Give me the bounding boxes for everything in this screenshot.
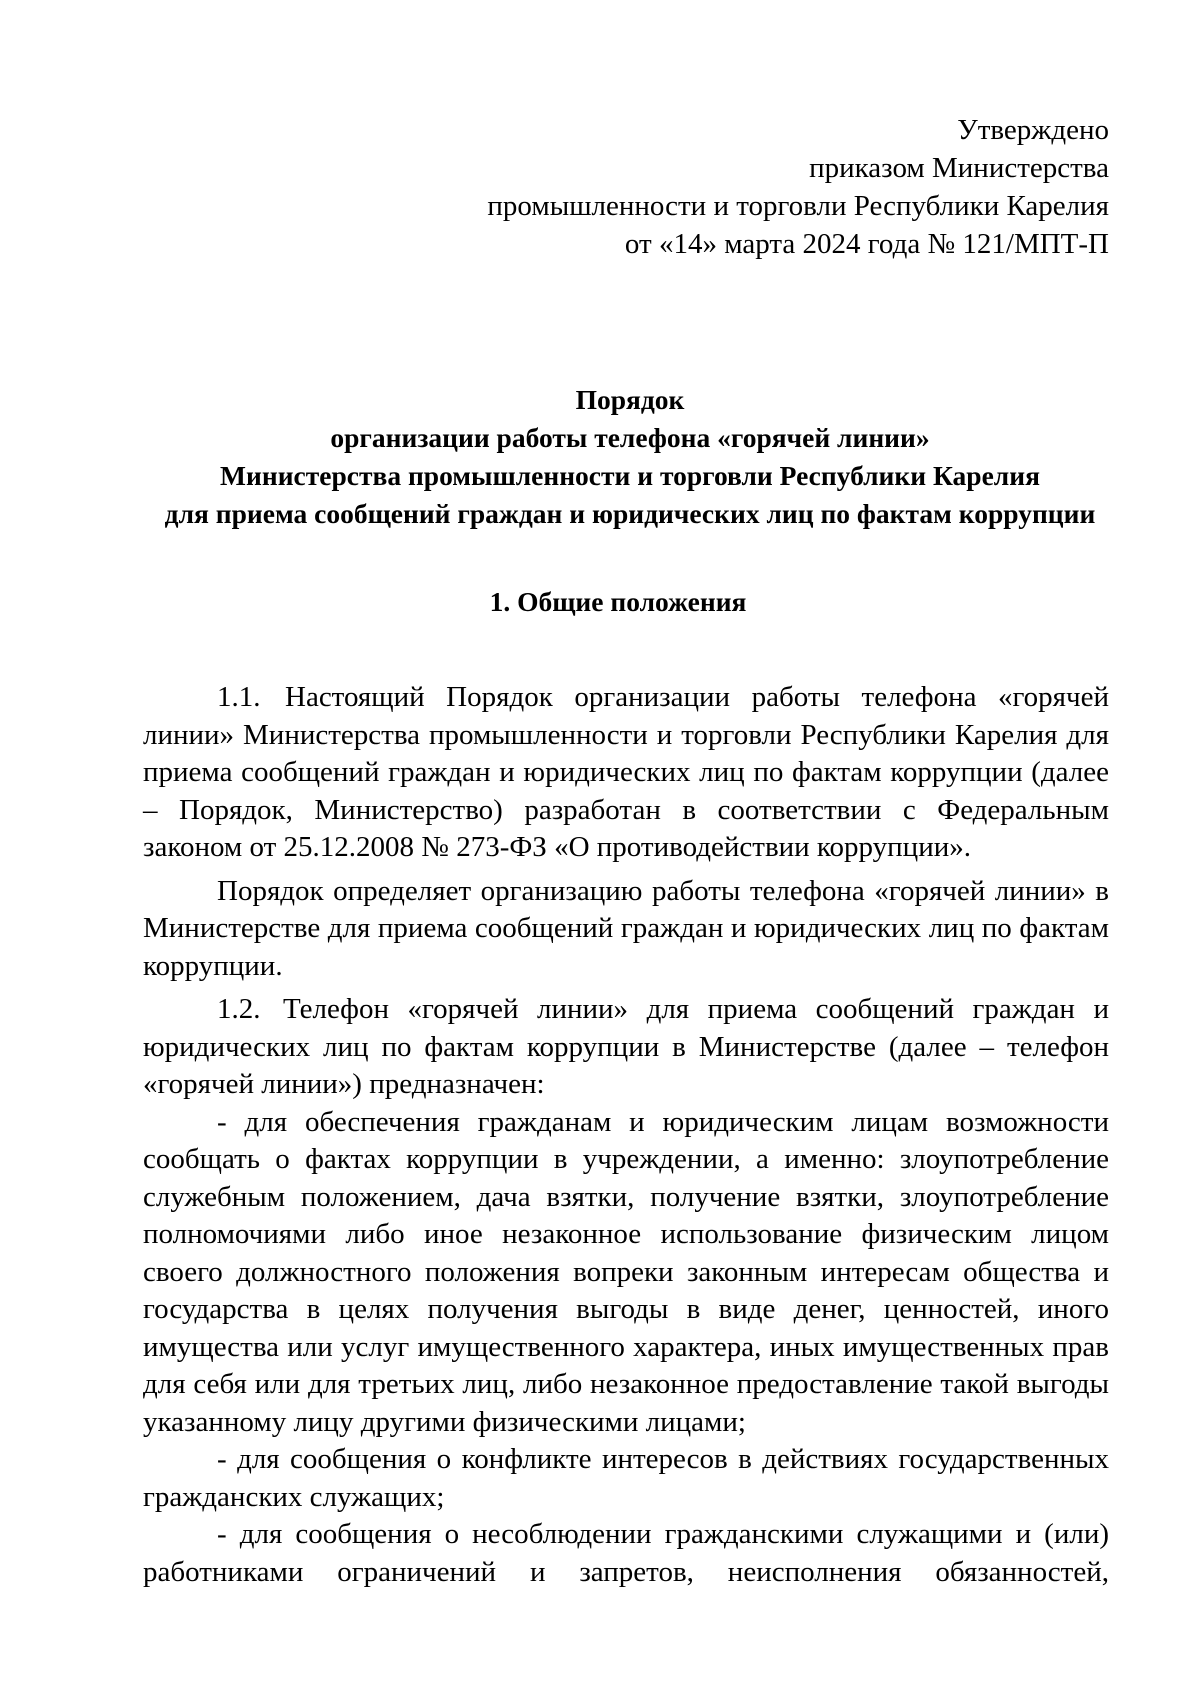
approval-line: Утверждено	[957, 114, 1109, 146]
paragraph-text: Телефон «горячей линии» для приема сообщений граждан и юридических лиц по фактам коррупции в Министерстве (далее – телефон «горячей линии») предназначен:	[143, 993, 1109, 1100]
title-line: для приема сообщений граждан и юридических лиц по фактам коррупции	[164, 498, 1096, 529]
title-line: организации работы телефона «горячей линии»	[330, 422, 930, 453]
approval-line: приказом Министерства	[809, 152, 1109, 184]
title-line: Порядок	[575, 384, 685, 415]
approval-line: промышленности и торговли Республики Карелия	[487, 190, 1109, 222]
paragraph-1-2	[143, 991, 1109, 1104]
paragraph-text: Настоящий Порядок организации работы телефона «горячей линии» Министерства промышленности и торговли Республики Карелия для приема сообщений граждан и юридических лиц по фактам коррупции (далее – Порядок, Министерство) разработан в соответствии с Федеральным законом от 25.12.2008 № 273-ФЗ «О противодействии коррупции».	[143, 681, 1109, 863]
paragraph: Порядок определяет организацию работы телефона «горячей линии» в Министерстве для приема сообщений граждан и юридических лиц по фактам коррупции.	[143, 874, 1109, 982]
list-item: - для сообщения о конфликте интересов в действиях государственных гражданских служащих;	[143, 1443, 1109, 1513]
paragraph-number: 1.1.	[217, 681, 261, 713]
title-line: Министерства промышленности и торговли Республики Карелия	[220, 460, 1040, 491]
approval-line: от «14» марта 2024 года № 121/МПТ-П	[624, 228, 1109, 260]
approval-stamp	[487, 111, 1109, 263]
paragraph-number: 1.2.	[217, 993, 261, 1025]
list-item: - для сообщения о несоблюдении гражданскими служащими и (или) работниками ограничений и запретов, неисполнения обязанностей,	[143, 1518, 1109, 1588]
document-title	[0, 381, 1200, 533]
paragraph-1-1	[143, 679, 1109, 867]
section-heading: 1. Общие положения	[489, 586, 747, 617]
document-body	[143, 679, 1109, 1591]
list-item: - для обеспечения гражданам и юридическим лицам возможности сообщать о фактах коррупции в учреждении, а именно: злоупотребление служебным положением, дача взятки, получение взятки, злоупотребление полномочиями либо иное незаконное использование физическим лицом своего должностного положения вопреки законным интересам общества и государства в целях получения выгоды в виде денег, ценностей, иного имущества или услуг имущественного характера, иных имущественных прав для себя или для третьих лиц, либо незаконное предоставление такой выгоды указанному лицу другими физическими лицами;	[143, 1105, 1109, 1438]
